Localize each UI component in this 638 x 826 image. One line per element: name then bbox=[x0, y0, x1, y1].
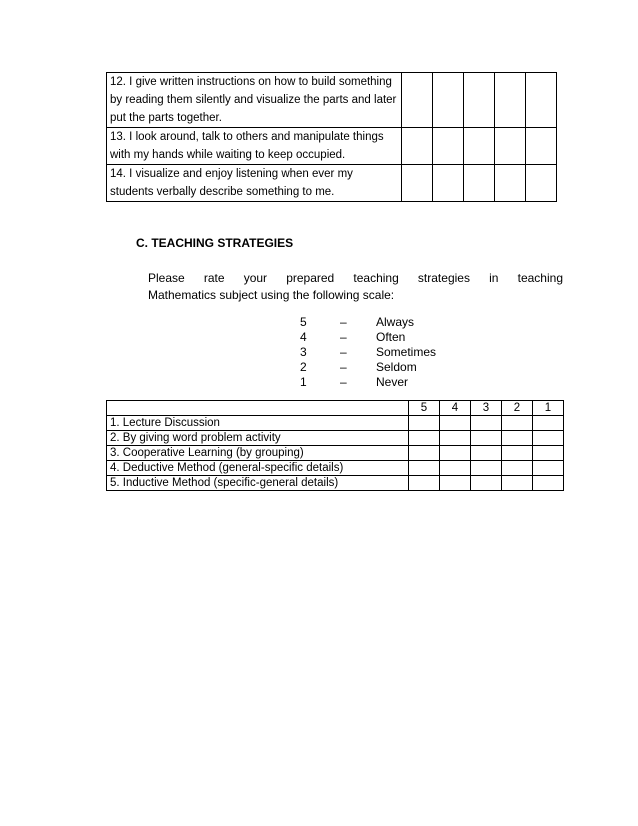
statement-cell: 12. I give written instructions on how to build something by reading them silently and visualize the parts and later put the parts together. bbox=[107, 73, 402, 128]
scale-label: Always bbox=[376, 315, 415, 329]
rating-cell[interactable] bbox=[526, 128, 557, 165]
rating-cell[interactable] bbox=[440, 476, 471, 491]
learning-style-table bbox=[106, 72, 557, 202]
rating-cell[interactable] bbox=[502, 446, 533, 461]
rating-cell[interactable] bbox=[409, 416, 440, 431]
rating-cell[interactable] bbox=[433, 128, 464, 165]
rating-cell[interactable] bbox=[533, 461, 564, 476]
scale-dash: – bbox=[340, 330, 347, 344]
column-header: 4 bbox=[440, 401, 471, 416]
rating-cell[interactable] bbox=[402, 128, 433, 165]
rating-cell[interactable] bbox=[464, 165, 495, 202]
table-row bbox=[107, 446, 564, 461]
column-header: 2 bbox=[502, 401, 533, 416]
rating-cell[interactable] bbox=[533, 431, 564, 446]
rating-cell[interactable] bbox=[526, 165, 557, 202]
scale-number: 2 bbox=[300, 360, 307, 374]
rating-cell[interactable] bbox=[533, 476, 564, 491]
scale-dash: – bbox=[340, 375, 347, 389]
strategy-label: 3. Cooperative Learning (by grouping) bbox=[107, 446, 409, 461]
table-row bbox=[107, 431, 564, 446]
scale-label: Often bbox=[376, 330, 406, 344]
column-header: 3 bbox=[471, 401, 502, 416]
rating-cell[interactable] bbox=[440, 446, 471, 461]
rating-cell[interactable] bbox=[502, 431, 533, 446]
table-row bbox=[107, 128, 557, 165]
rating-cell[interactable] bbox=[464, 128, 495, 165]
scale-number: 3 bbox=[300, 345, 307, 359]
rating-cell[interactable] bbox=[440, 431, 471, 446]
scale-label: Never bbox=[376, 375, 409, 389]
instruction-line-2: Mathematics subject using the following scale: bbox=[148, 288, 395, 302]
scale-label: Sometimes bbox=[376, 345, 437, 359]
strategy-label: 1. Lecture Discussion bbox=[107, 416, 409, 431]
rating-cell[interactable] bbox=[402, 165, 433, 202]
rating-cell[interactable] bbox=[526, 73, 557, 128]
rating-cell[interactable] bbox=[495, 73, 526, 128]
rating-cell[interactable] bbox=[502, 476, 533, 491]
scale-row bbox=[300, 315, 436, 330]
rating-cell[interactable] bbox=[409, 431, 440, 446]
instruction-line-1: Please rate your prepared teaching strategies in teaching bbox=[148, 271, 563, 285]
rating-cell[interactable] bbox=[495, 128, 526, 165]
table-row bbox=[107, 461, 564, 476]
scale-row bbox=[300, 345, 436, 360]
column-header: 1 bbox=[533, 401, 564, 416]
scale-row bbox=[300, 375, 436, 390]
scale-dash: – bbox=[340, 360, 347, 374]
rating-cell[interactable] bbox=[440, 461, 471, 476]
rating-cell[interactable] bbox=[409, 476, 440, 491]
strategy-label: 2. By giving word problem activity bbox=[107, 431, 409, 446]
rating-cell[interactable] bbox=[464, 73, 495, 128]
rating-cell[interactable] bbox=[471, 461, 502, 476]
section-heading: C. TEACHING STRATEGIES bbox=[136, 236, 294, 250]
column-header: 5 bbox=[409, 401, 440, 416]
rating-cell[interactable] bbox=[433, 73, 464, 128]
rating-cell[interactable] bbox=[471, 476, 502, 491]
rating-cell[interactable] bbox=[533, 416, 564, 431]
rating-cell[interactable] bbox=[471, 416, 502, 431]
rating-scale-legend bbox=[300, 315, 436, 390]
rating-cell[interactable] bbox=[471, 446, 502, 461]
table-row bbox=[107, 165, 557, 202]
scale-dash: – bbox=[340, 315, 347, 329]
header-row bbox=[107, 401, 564, 416]
rating-cell[interactable] bbox=[533, 446, 564, 461]
table-row bbox=[107, 416, 564, 431]
statement-cell: 13. I look around, talk to others and manipulate things with my hands while waiting to keep occupied. bbox=[107, 128, 402, 165]
rating-cell[interactable] bbox=[502, 461, 533, 476]
scale-number: 5 bbox=[300, 315, 307, 329]
scale-number: 1 bbox=[300, 375, 307, 389]
rating-cell[interactable] bbox=[402, 73, 433, 128]
teaching-strategies-table bbox=[106, 400, 564, 491]
statement-cell: 14. I visualize and enjoy listening when ever my students verbally describe something to me. bbox=[107, 165, 402, 202]
scale-label: Seldom bbox=[376, 360, 417, 374]
rating-cell[interactable] bbox=[502, 416, 533, 431]
strategy-label: 4. Deductive Method (general-specific details) bbox=[107, 461, 409, 476]
rating-cell[interactable] bbox=[433, 165, 464, 202]
table-row bbox=[107, 73, 557, 128]
rating-cell[interactable] bbox=[409, 446, 440, 461]
rating-cell[interactable] bbox=[471, 431, 502, 446]
scale-dash: – bbox=[340, 345, 347, 359]
table-row bbox=[107, 476, 564, 491]
scale-row bbox=[300, 330, 436, 345]
scale-row bbox=[300, 360, 436, 375]
strategy-label: 5. Inductive Method (specific-general details) bbox=[107, 476, 409, 491]
header-blank-cell bbox=[107, 401, 409, 416]
rating-cell[interactable] bbox=[495, 165, 526, 202]
rating-cell[interactable] bbox=[409, 461, 440, 476]
scale-number: 4 bbox=[300, 330, 307, 344]
rating-cell[interactable] bbox=[440, 416, 471, 431]
